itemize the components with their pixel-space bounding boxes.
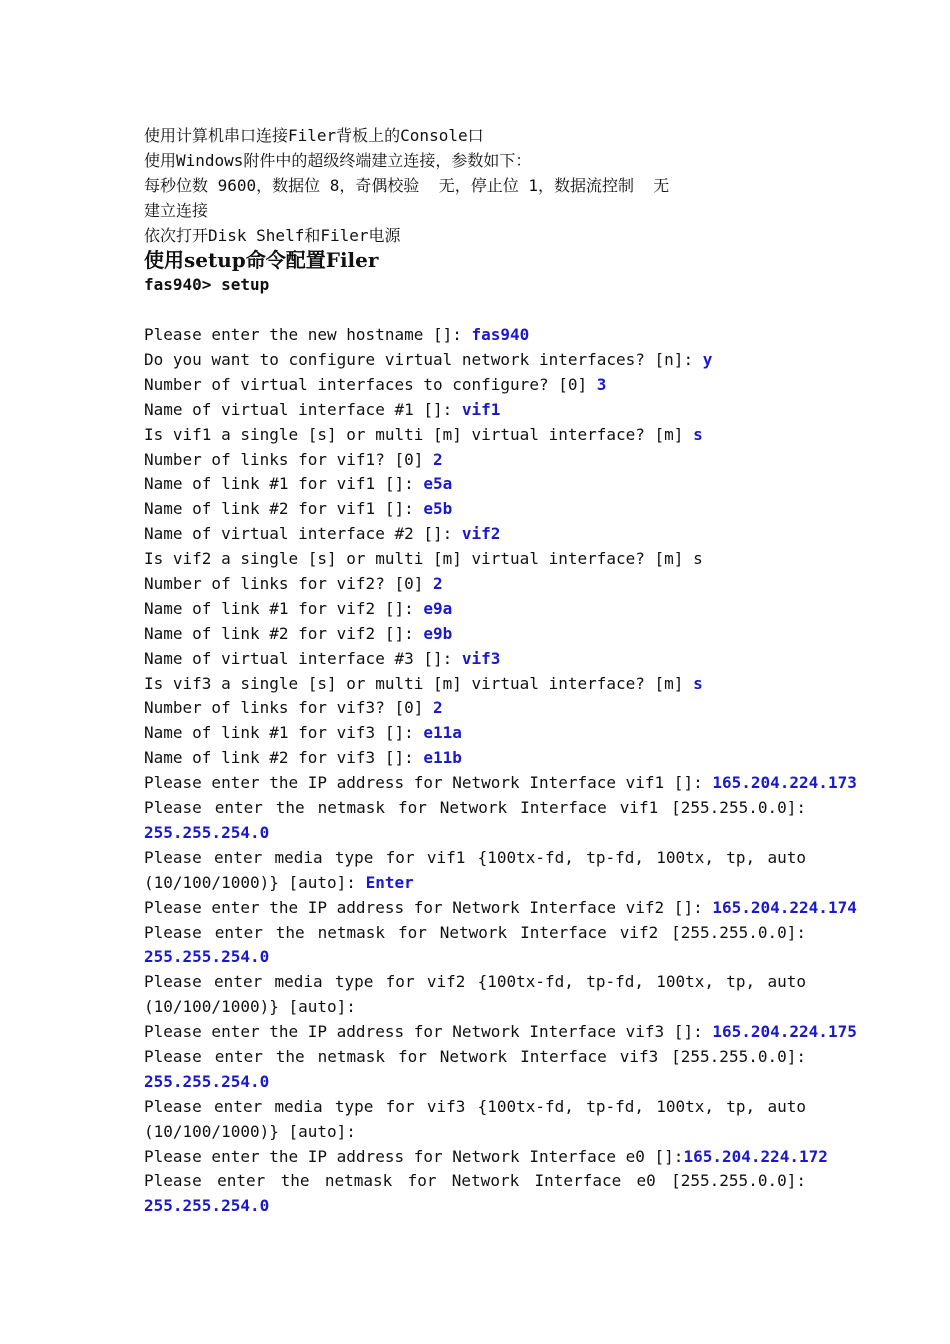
answer-vif1-ip: 165.204.224.173 bbox=[712, 773, 857, 793]
prompt-vif-count bbox=[144, 373, 806, 398]
answer-vif2-link1: e9a bbox=[423, 598, 453, 618]
answer-vif2-name: vif2 bbox=[461, 524, 501, 544]
prompt-vif3-links bbox=[144, 696, 806, 721]
answer-line bbox=[144, 821, 806, 846]
prompt-word: Please bbox=[144, 1046, 202, 1066]
prompt-vif2-media bbox=[144, 970, 806, 995]
prompt-text: Name of virtual interface #3 []: bbox=[144, 648, 462, 668]
prompt-word: auto bbox=[767, 972, 806, 992]
prompt-word: the bbox=[280, 1171, 310, 1191]
answer-vif2-ip: 165.204.224.174 bbox=[712, 897, 857, 917]
prompt-word: Interface bbox=[520, 798, 607, 818]
prompt-vif3-netmask bbox=[144, 1045, 806, 1070]
prompt-text: Number of links for vif1? [0] bbox=[144, 449, 433, 469]
prompt-word: Interface bbox=[534, 1171, 622, 1191]
prompt-word: type bbox=[334, 972, 374, 992]
prompt-word: 100tx, bbox=[656, 847, 715, 867]
prompt-word: Please bbox=[144, 1171, 202, 1191]
document-body bbox=[144, 124, 857, 1219]
prompt-e0-netmask bbox=[144, 1169, 806, 1194]
prompt-vif1-name bbox=[144, 398, 806, 423]
prompt-vif1-link2 bbox=[144, 497, 806, 522]
prompt-word: vif1 bbox=[426, 847, 466, 867]
prompt-text: Is vif2 a single [s] or multi [m] virtual interface? [m] bbox=[144, 549, 694, 569]
prompt-text: Please enter the IP address for Network Interface vif1 []: bbox=[144, 773, 713, 793]
answer-vif1-link2: e5b bbox=[423, 499, 453, 519]
prompt-word: for bbox=[397, 1046, 427, 1066]
prompt-word: [255.255.0.0]: bbox=[671, 922, 806, 942]
prompt-vif2-name bbox=[144, 522, 806, 547]
prompt-vif2-link1 bbox=[144, 597, 806, 622]
answer-vif1-links: 2 bbox=[432, 449, 443, 469]
prompt-text: (10/100/1000)} [auto]: bbox=[144, 872, 366, 892]
answer-vif3-netmask: 255.255.254.0 bbox=[144, 1071, 270, 1091]
answer-vif2-netmask: 255.255.254.0 bbox=[144, 947, 270, 967]
prompt-word: vif3 bbox=[619, 1046, 659, 1066]
prompt-word: vif2 bbox=[426, 972, 466, 992]
prompt-word: Network bbox=[439, 1046, 508, 1066]
prompt-word: enter bbox=[214, 1096, 263, 1116]
prompt-text: Name of link #2 for vif1 []: bbox=[144, 499, 424, 519]
prompt-text: Name of link #1 for vif3 []: bbox=[144, 723, 424, 743]
answer-vif2-links: 2 bbox=[432, 574, 443, 594]
prompt-word: netmask bbox=[317, 798, 386, 818]
prompt-word: tp, bbox=[726, 972, 756, 992]
prompt-text: Number of links for vif3? [0] bbox=[144, 698, 433, 718]
prompt-text: Do you want to configure virtual network interfaces? [n]: bbox=[144, 350, 703, 370]
prompt-word: tp-fd, bbox=[586, 1096, 644, 1116]
prompt-text: Name of virtual interface #1 []: bbox=[144, 399, 462, 419]
prompt-text: Name of link #2 for vif3 []: bbox=[144, 748, 424, 768]
answer-vif3-type: s bbox=[693, 673, 703, 693]
prompt-word: Network bbox=[451, 1171, 520, 1191]
answer-vif3-name: vif3 bbox=[461, 648, 501, 668]
prompt-vif1-media-cont bbox=[144, 871, 806, 896]
answer-vif3-link2: e11b bbox=[423, 748, 462, 768]
answer-vif2-link2: e9b bbox=[423, 623, 453, 643]
prompt-word: vif2 bbox=[619, 922, 659, 942]
answer-vif3-links: 2 bbox=[432, 698, 443, 718]
section-title: 使用setup命令配置Filer bbox=[144, 248, 379, 273]
prompt-word: auto bbox=[767, 1096, 806, 1116]
prompt-vif2-links bbox=[144, 572, 806, 597]
prompt-vif3-type bbox=[144, 672, 806, 697]
answer-vif1-media: Enter bbox=[365, 872, 414, 892]
answer-vif1-name: vif1 bbox=[461, 399, 501, 419]
prompt-word: Interface bbox=[520, 1046, 607, 1066]
prompt-vif3-link1 bbox=[144, 721, 806, 746]
prompt-vif2-type bbox=[144, 547, 806, 572]
answer-vif3-link1: e11a bbox=[423, 723, 462, 743]
prompt-text: (10/100/1000)} [auto]: bbox=[144, 1121, 356, 1141]
prompt-word: for bbox=[385, 972, 415, 992]
prompt-text: Name of link #1 for vif1 []: bbox=[144, 474, 424, 494]
prompt-vif1-link1 bbox=[144, 472, 806, 497]
prompt-text: Name of link #1 for vif2 []: bbox=[144, 598, 424, 618]
prompt-text: Name of link #2 for vif2 []: bbox=[144, 623, 424, 643]
prompt-vif1-media bbox=[144, 846, 806, 871]
answer-vif-configure: y bbox=[702, 350, 713, 370]
prompt-vif3-link2 bbox=[144, 746, 806, 771]
prompt-word: vif3 bbox=[426, 1096, 466, 1116]
prompt-word: for bbox=[407, 1171, 437, 1191]
prompt-text: Please enter the new hostname []: bbox=[144, 325, 472, 345]
prompt-vif2-netmask bbox=[144, 921, 806, 946]
prompt-e0-ip bbox=[144, 1145, 828, 1170]
prompt-text: Please enter the IP address for Network Interface e0 []: bbox=[144, 1146, 684, 1166]
prompt-word: tp, bbox=[726, 1096, 756, 1116]
prompt-word: enter bbox=[214, 1046, 263, 1066]
prompt-word: Interface bbox=[520, 922, 607, 942]
prompt-word: [255.255.0.0]: bbox=[671, 798, 806, 818]
prompt-word: Network bbox=[439, 798, 508, 818]
prompt-word: vif1 bbox=[619, 798, 659, 818]
prompt-word: media bbox=[274, 1096, 323, 1116]
prompt-word: netmask bbox=[324, 1171, 393, 1191]
prompt-word: for bbox=[397, 798, 427, 818]
blank-line bbox=[144, 298, 806, 323]
prompt-word: Please bbox=[144, 922, 202, 942]
intro-line: 每秒位数 9600，数据位 8，奇偶校验 无，停止位 1，数据流控制 无 bbox=[144, 175, 670, 195]
prompt-word: 100tx, bbox=[656, 972, 715, 992]
setup-command: fas940> setup bbox=[144, 275, 270, 295]
prompt-word: type bbox=[334, 1096, 374, 1116]
prompt-word: Network bbox=[439, 922, 508, 942]
prompt-word: netmask bbox=[317, 922, 386, 942]
prompt-hostname bbox=[144, 323, 806, 348]
prompt-word: enter bbox=[217, 1171, 266, 1191]
prompt-vif1-type bbox=[144, 423, 806, 448]
prompt-word: type bbox=[334, 847, 374, 867]
prompt-vif2-media-cont bbox=[144, 995, 806, 1020]
answer-line bbox=[144, 945, 806, 970]
prompt-word: [255.255.0.0]: bbox=[671, 1046, 806, 1066]
prompt-word: the bbox=[275, 922, 305, 942]
prompt-word: {100tx-fd, bbox=[477, 972, 574, 992]
prompt-word: enter bbox=[214, 847, 263, 867]
prompt-word: media bbox=[274, 972, 323, 992]
prompt-text: Please enter the IP address for Network Interface vif2 []: bbox=[144, 897, 713, 917]
intro-line: 依次打开Disk Shelf和Filer电源 bbox=[144, 225, 401, 245]
prompt-text: Is vif1 a single [s] or multi [m] virtual interface? [m] bbox=[144, 424, 694, 444]
prompt-word: e0 bbox=[636, 1171, 656, 1191]
prompt-word: Please bbox=[144, 847, 202, 867]
answer-vif2-type: s bbox=[693, 549, 703, 569]
prompt-word: for bbox=[397, 922, 427, 942]
answer-hostname: fas940 bbox=[471, 325, 530, 345]
prompt-vif1-links bbox=[144, 448, 806, 473]
prompt-word: for bbox=[385, 1096, 415, 1116]
prompt-word: netmask bbox=[317, 1046, 386, 1066]
answer-line bbox=[144, 1070, 806, 1095]
prompt-word: enter bbox=[214, 798, 263, 818]
prompt-word: the bbox=[275, 1046, 305, 1066]
prompt-vif3-media-cont bbox=[144, 1120, 806, 1145]
answer-vif1-link1: e5a bbox=[423, 474, 453, 494]
prompt-word: Please bbox=[144, 1096, 202, 1116]
prompt-word: auto bbox=[767, 847, 806, 867]
answer-e0-netmask: 255.255.254.0 bbox=[144, 1196, 270, 1216]
answer-vif3-ip: 165.204.224.175 bbox=[712, 1022, 857, 1042]
prompt-word: enter bbox=[214, 972, 263, 992]
answer-vif1-type: s bbox=[693, 424, 703, 444]
prompt-word: Please bbox=[144, 798, 202, 818]
prompt-word: {100tx-fd, bbox=[477, 847, 574, 867]
prompt-word: media bbox=[274, 847, 323, 867]
intro-line: 建立连接 bbox=[144, 200, 209, 220]
prompt-word: tp, bbox=[726, 847, 756, 867]
prompt-vif-configure bbox=[144, 348, 806, 373]
prompt-text: Number of virtual interfaces to configure? [0] bbox=[144, 374, 597, 394]
prompt-text: (10/100/1000)} [auto]: bbox=[144, 997, 356, 1017]
prompt-word: [255.255.0.0]: bbox=[671, 1171, 806, 1191]
intro-line: 使用Windows附件中的超级终端建立连接，参数如下： bbox=[144, 150, 532, 170]
prompt-vif1-ip bbox=[144, 771, 857, 796]
prompt-vif3-name bbox=[144, 647, 806, 672]
answer-line bbox=[144, 1194, 806, 1219]
prompt-word: enter bbox=[214, 922, 263, 942]
prompt-vif1-netmask bbox=[144, 796, 806, 821]
prompt-vif3-media bbox=[144, 1095, 806, 1120]
prompt-vif2-link2 bbox=[144, 622, 806, 647]
answer-vif1-netmask: 255.255.254.0 bbox=[144, 822, 270, 842]
prompt-word: the bbox=[275, 798, 305, 818]
prompt-word: tp-fd, bbox=[586, 972, 644, 992]
prompt-word: tp-fd, bbox=[586, 847, 644, 867]
prompt-vif2-ip bbox=[144, 896, 857, 921]
intro-line: 使用计算机串口连接Filer背板上的Console口 bbox=[144, 126, 484, 145]
answer-e0-ip: 165.204.224.172 bbox=[683, 1146, 828, 1166]
prompt-word: 100tx, bbox=[656, 1096, 715, 1116]
prompt-word: {100tx-fd, bbox=[477, 1096, 574, 1116]
prompt-word: for bbox=[385, 847, 415, 867]
prompt-text: Name of virtual interface #2 []: bbox=[144, 524, 462, 544]
prompt-word: Please bbox=[144, 972, 202, 992]
prompt-text: Is vif3 a single [s] or multi [m] virtual interface? [m] bbox=[144, 673, 694, 693]
prompt-text: Please enter the IP address for Network Interface vif3 []: bbox=[144, 1022, 713, 1042]
prompt-text: Number of links for vif2? [0] bbox=[144, 574, 433, 594]
prompt-vif3-ip bbox=[144, 1020, 857, 1045]
answer-vif-count: 3 bbox=[596, 374, 607, 394]
